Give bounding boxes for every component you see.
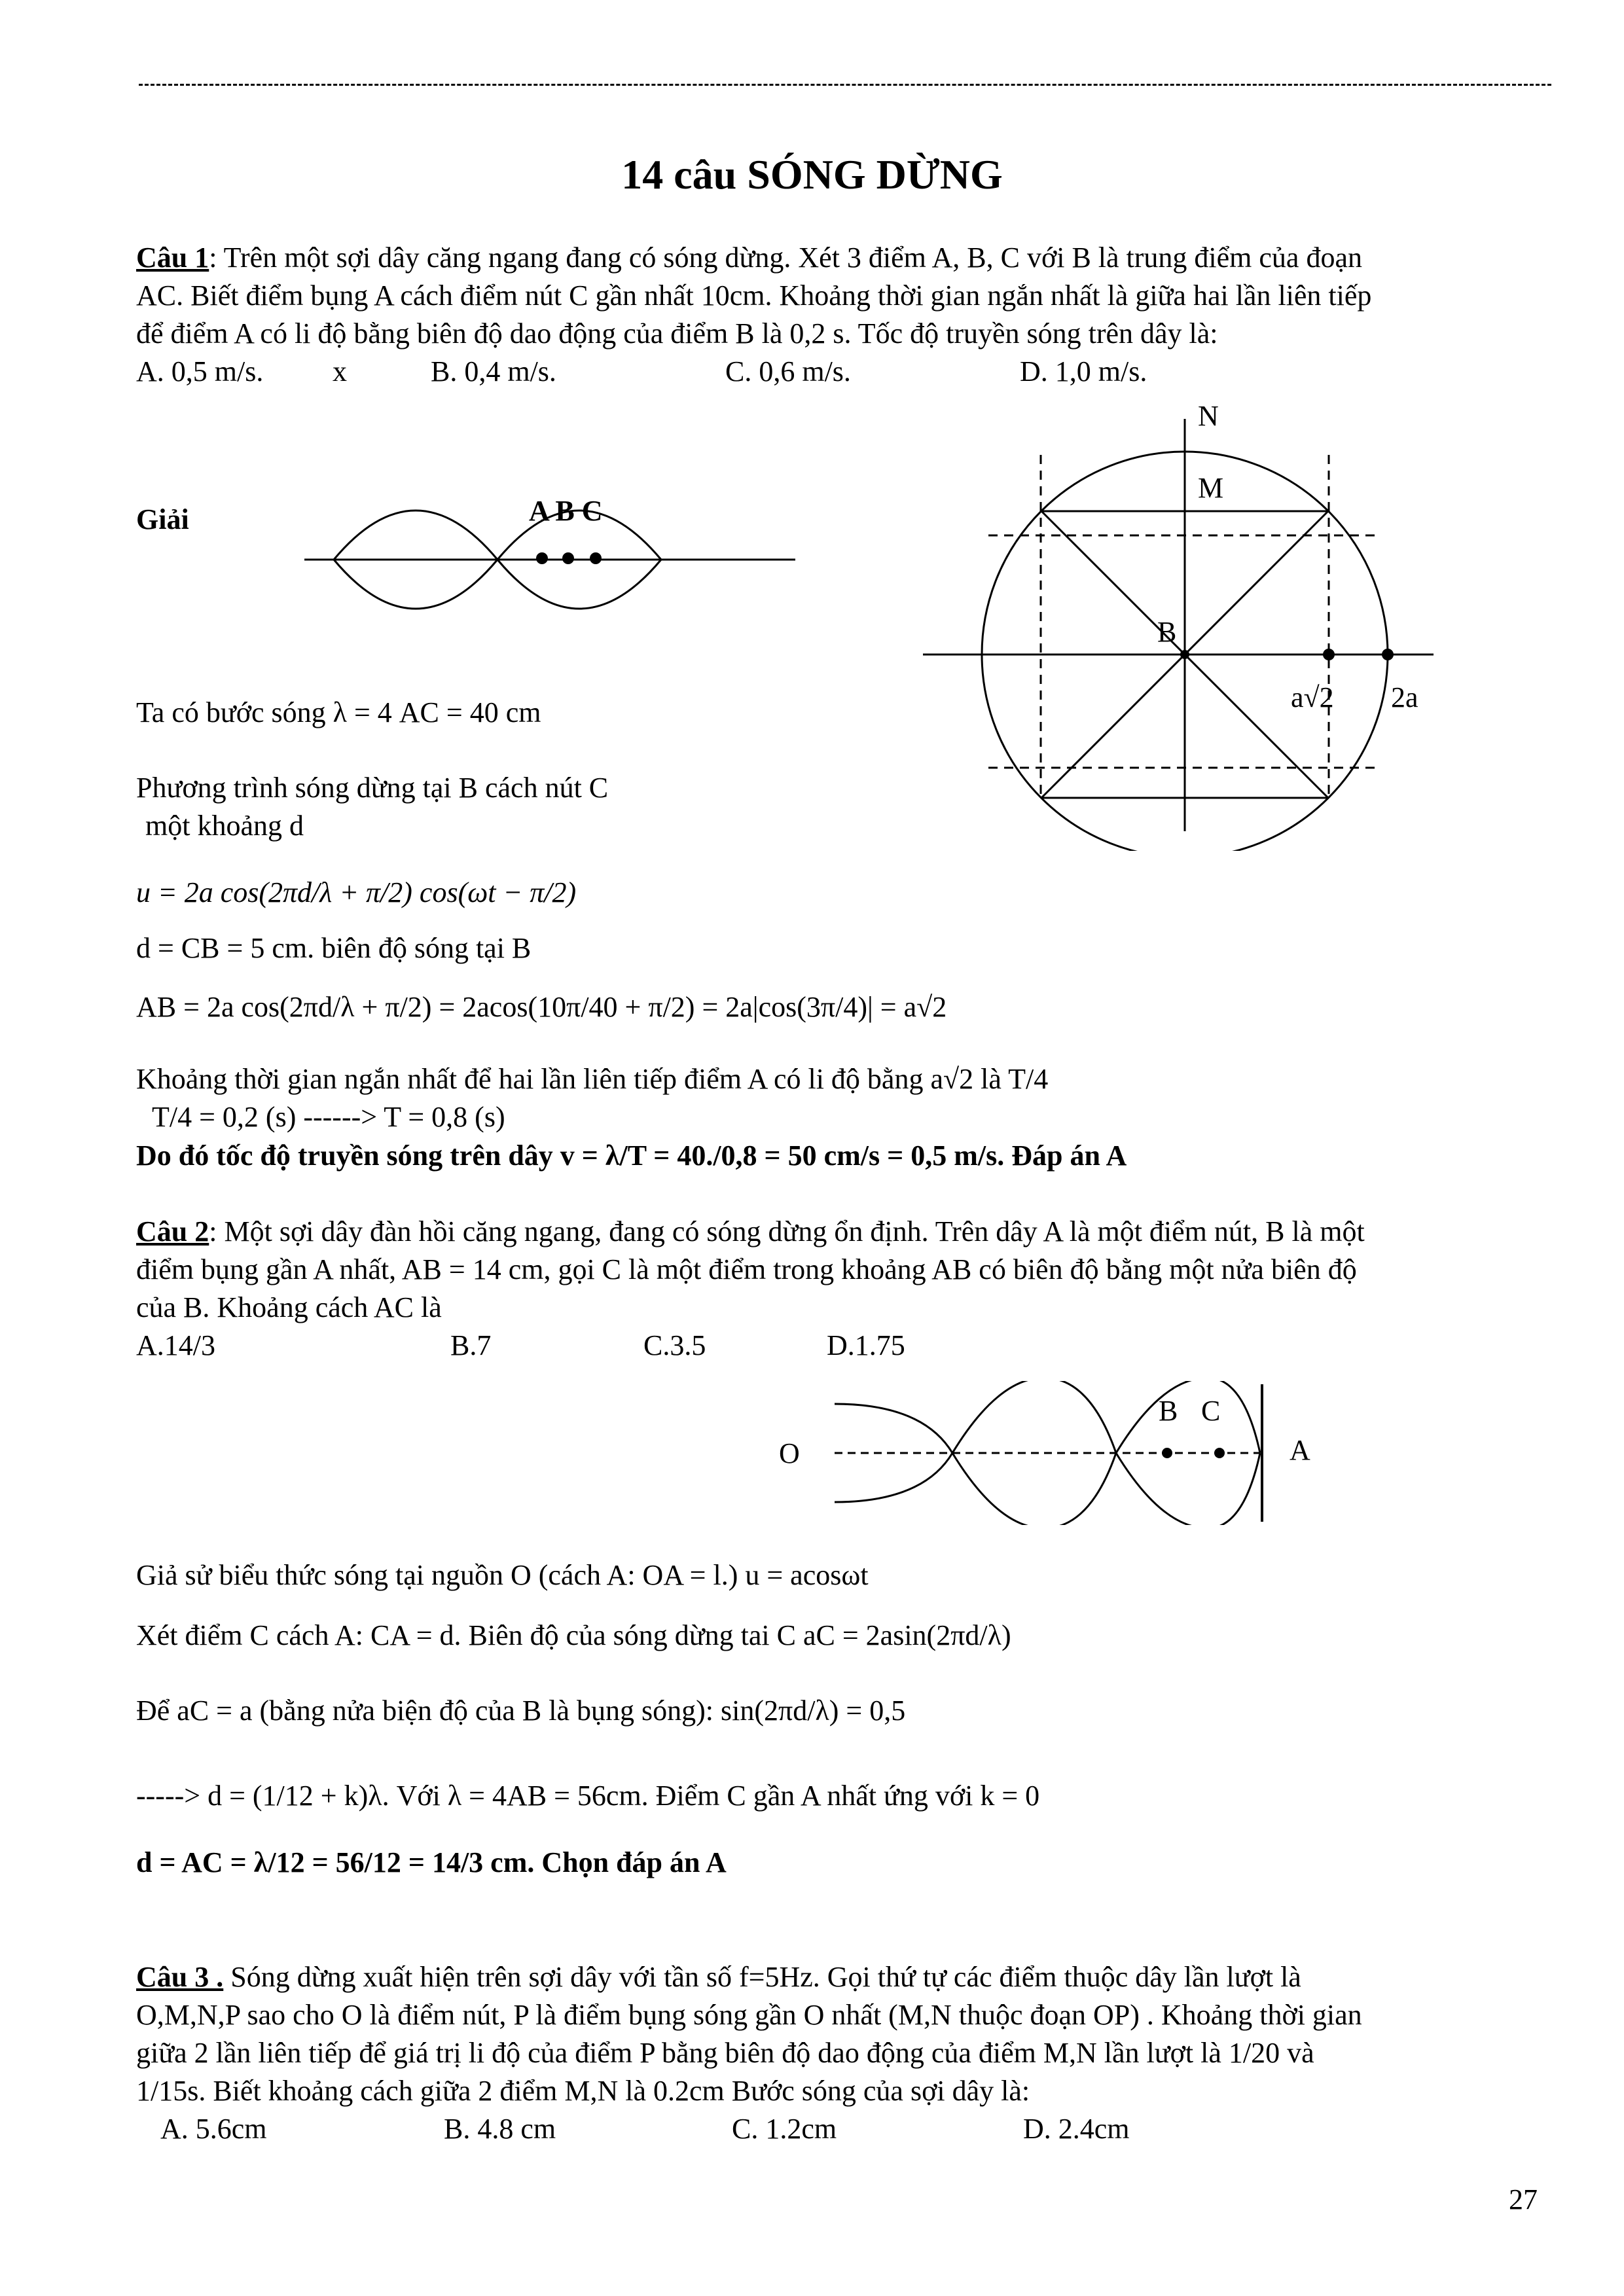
q1-wave-lower bbox=[334, 560, 661, 609]
q1-option-b: B. 0,4 m/s. bbox=[431, 355, 556, 387]
q3-label: Câu 3 . bbox=[136, 1961, 224, 1993]
q1-wave-upper bbox=[334, 511, 661, 560]
q1-step-1: Ta có bước sóng λ = 4 AC = 40 cm bbox=[136, 696, 541, 728]
q1-text-2: AC. Biết điểm bụng A cách điểm nút C gần nhất 10cm. Khoảng thời gian ngắn nhất là giữa hai lần liên tiếp bbox=[136, 279, 1372, 312]
q2-label: Câu 2 bbox=[136, 1215, 209, 1247]
q1-point-c bbox=[590, 552, 602, 564]
q1-label-n: N bbox=[1198, 400, 1219, 432]
q1-option-a: A. 0,5 m/s. bbox=[136, 355, 264, 387]
q2-conclusion: d = AC = λ/12 = 56/12 = 14/3 cm. Chọn đáp án A bbox=[136, 1846, 727, 1878]
q2-step-4: -----> d = (1/12 + k)λ. Với λ = 4AB = 56cm. Điểm C gần A nhất ứng với k = 0 bbox=[136, 1780, 1040, 1812]
q1-center-point bbox=[1180, 650, 1189, 659]
q1-option-c: C. 0,6 m/s. bbox=[725, 355, 851, 387]
q1-equation-u: u = 2a cos(2πd/λ + π/2) cos(ωt − π/2) bbox=[136, 876, 577, 908]
q1-solution-label: Giải bbox=[136, 503, 189, 535]
q1-text-1: : Trên một sợi dây căng ngang đang có sóng dừng. Xét 3 điểm A, B, C với B là trung điểm của đoạn bbox=[209, 242, 1362, 274]
q1-phasor-circle-figure bbox=[910, 393, 1473, 851]
q1-step-2: Phương trình sóng dừng tại B cách nút C bbox=[136, 772, 609, 804]
q2-point-c bbox=[1214, 1448, 1225, 1458]
q2-text-2: điểm bụng gần A nhất, AB = 14 cm, gọi C là một điểm trong khoảng AB có biên độ bằng một nửa biên độ bbox=[136, 1253, 1357, 1285]
top-dashed-rule bbox=[139, 84, 1551, 86]
q1-point-a bbox=[536, 552, 548, 564]
q1-line-1 bbox=[136, 239, 1362, 277]
q3-option-d: D. 2.4cm bbox=[1023, 2113, 1130, 2145]
q1-label-2a: 2a bbox=[1391, 681, 1418, 713]
q2-text-1: : Một sợi dây đàn hồi căng ngang, đang có sóng dừng ổn định. Trên dây A là một điểm nút, B là một bbox=[209, 1215, 1365, 1247]
q1-equation-ab: AB = 2a cos(2πd/λ + π/2) = 2acos(10π/40 + π/2) = 2a|cos(3π/4)| = a√2 bbox=[136, 991, 947, 1023]
q2-label-a: A bbox=[1290, 1434, 1310, 1466]
q2-option-b: B.7 bbox=[450, 1329, 492, 1361]
q1-point-asqrt2 bbox=[1323, 649, 1335, 660]
q3-text-3: giữa 2 lần liên tiếp để giá trị li độ của điểm P bằng biên độ dao động của điểm M,N lần lượt là 1/20 và bbox=[136, 2037, 1314, 2069]
q2-option-c: C.3.5 bbox=[643, 1329, 706, 1361]
q2-text-3: của B. Khoảng cách AC là bbox=[136, 1291, 442, 1323]
q3-text-1: Sóng dừng xuất hiện trên sợi dây với tần số f=5Hz. Gọi thứ tự các điểm thuộc dây lần lượt là bbox=[223, 1961, 1301, 1993]
q2-label-b: B bbox=[1159, 1395, 1178, 1427]
q2-step-2: Xét điểm C cách A: CA = d. Biên độ của sóng dừng tai C aC = 2asin(2πd/λ) bbox=[136, 1619, 1011, 1651]
q2-point-b bbox=[1162, 1448, 1172, 1458]
q3-option-b: B. 4.8 cm bbox=[444, 2113, 556, 2145]
q1-point-b bbox=[562, 552, 574, 564]
q2-option-a: A.14/3 bbox=[136, 1329, 215, 1361]
q3-option-c: C. 1.2cm bbox=[732, 2113, 837, 2145]
q1-label-b: B bbox=[1157, 616, 1177, 648]
q1-label-m: M bbox=[1198, 472, 1224, 504]
q2-step-1: Giả sử biểu thức sóng tại nguồn O (cách A: OA = l.) u = acosωt bbox=[136, 1559, 869, 1591]
q3-line-1 bbox=[136, 1958, 1301, 1996]
q2-label-c: C bbox=[1201, 1395, 1221, 1427]
q2-wave-figure bbox=[772, 1381, 1335, 1525]
q1-step-5: Khoảng thời gian ngắn nhất để hai lần liên tiếp điểm A có li độ bằng a√2 là T/4 bbox=[136, 1063, 1049, 1095]
q2-option-d: D.1.75 bbox=[827, 1329, 905, 1361]
q1-conclusion: Do đó tốc độ truyền sóng trên dây v = λ/T = 40./0,8 = 50 cm/s = 0,5 m/s. Đáp án A bbox=[136, 1139, 1127, 1172]
q1-step-3: một khoảng d bbox=[145, 810, 304, 842]
q2-step-3: Để aC = a (bằng nửa biện độ của B là bụng sóng): sin(2πd/λ) = 0,5 bbox=[136, 1695, 906, 1727]
q1-label: Câu 1 bbox=[136, 242, 209, 274]
page-number: 27 bbox=[1509, 2183, 1538, 2215]
page-title: 14 câu SÓNG DỪNG bbox=[621, 151, 1003, 198]
q1-wave-labels: A B C bbox=[529, 495, 603, 527]
q1-step-6: T/4 = 0,2 (s) ------> T = 0,8 (s) bbox=[152, 1101, 505, 1133]
q1-text-3: để điểm A có li độ bằng biên độ dao động của điểm B là 0,2 s. Tốc độ truyền sóng trên dây là: bbox=[136, 317, 1218, 350]
q2-label-o: O bbox=[779, 1437, 800, 1469]
q1-step-4: d = CB = 5 cm. biên độ sóng tại B bbox=[136, 932, 532, 964]
q3-text-4: 1/15s. Biết khoảng cách giữa 2 điểm M,N là 0.2cm Bước sóng của sợi dây là: bbox=[136, 2075, 1030, 2107]
q1-point-2a bbox=[1382, 649, 1394, 660]
q1-wave-figure bbox=[295, 484, 805, 628]
q3-text-2: O,M,N,P sao cho O là điểm nút, P là điểm bụng sóng gần O nhất (M,N thuộc đoạn OP) . Khoảng thời gian bbox=[136, 1999, 1362, 2031]
q3-option-a: A. 5.6cm bbox=[160, 2113, 267, 2145]
q1-option-d: D. 1,0 m/s. bbox=[1020, 355, 1147, 387]
q1-label-asqrt2: a√2 bbox=[1291, 681, 1334, 713]
q2-line-1 bbox=[136, 1213, 1365, 1251]
q1-answer-mark: x bbox=[333, 355, 347, 387]
